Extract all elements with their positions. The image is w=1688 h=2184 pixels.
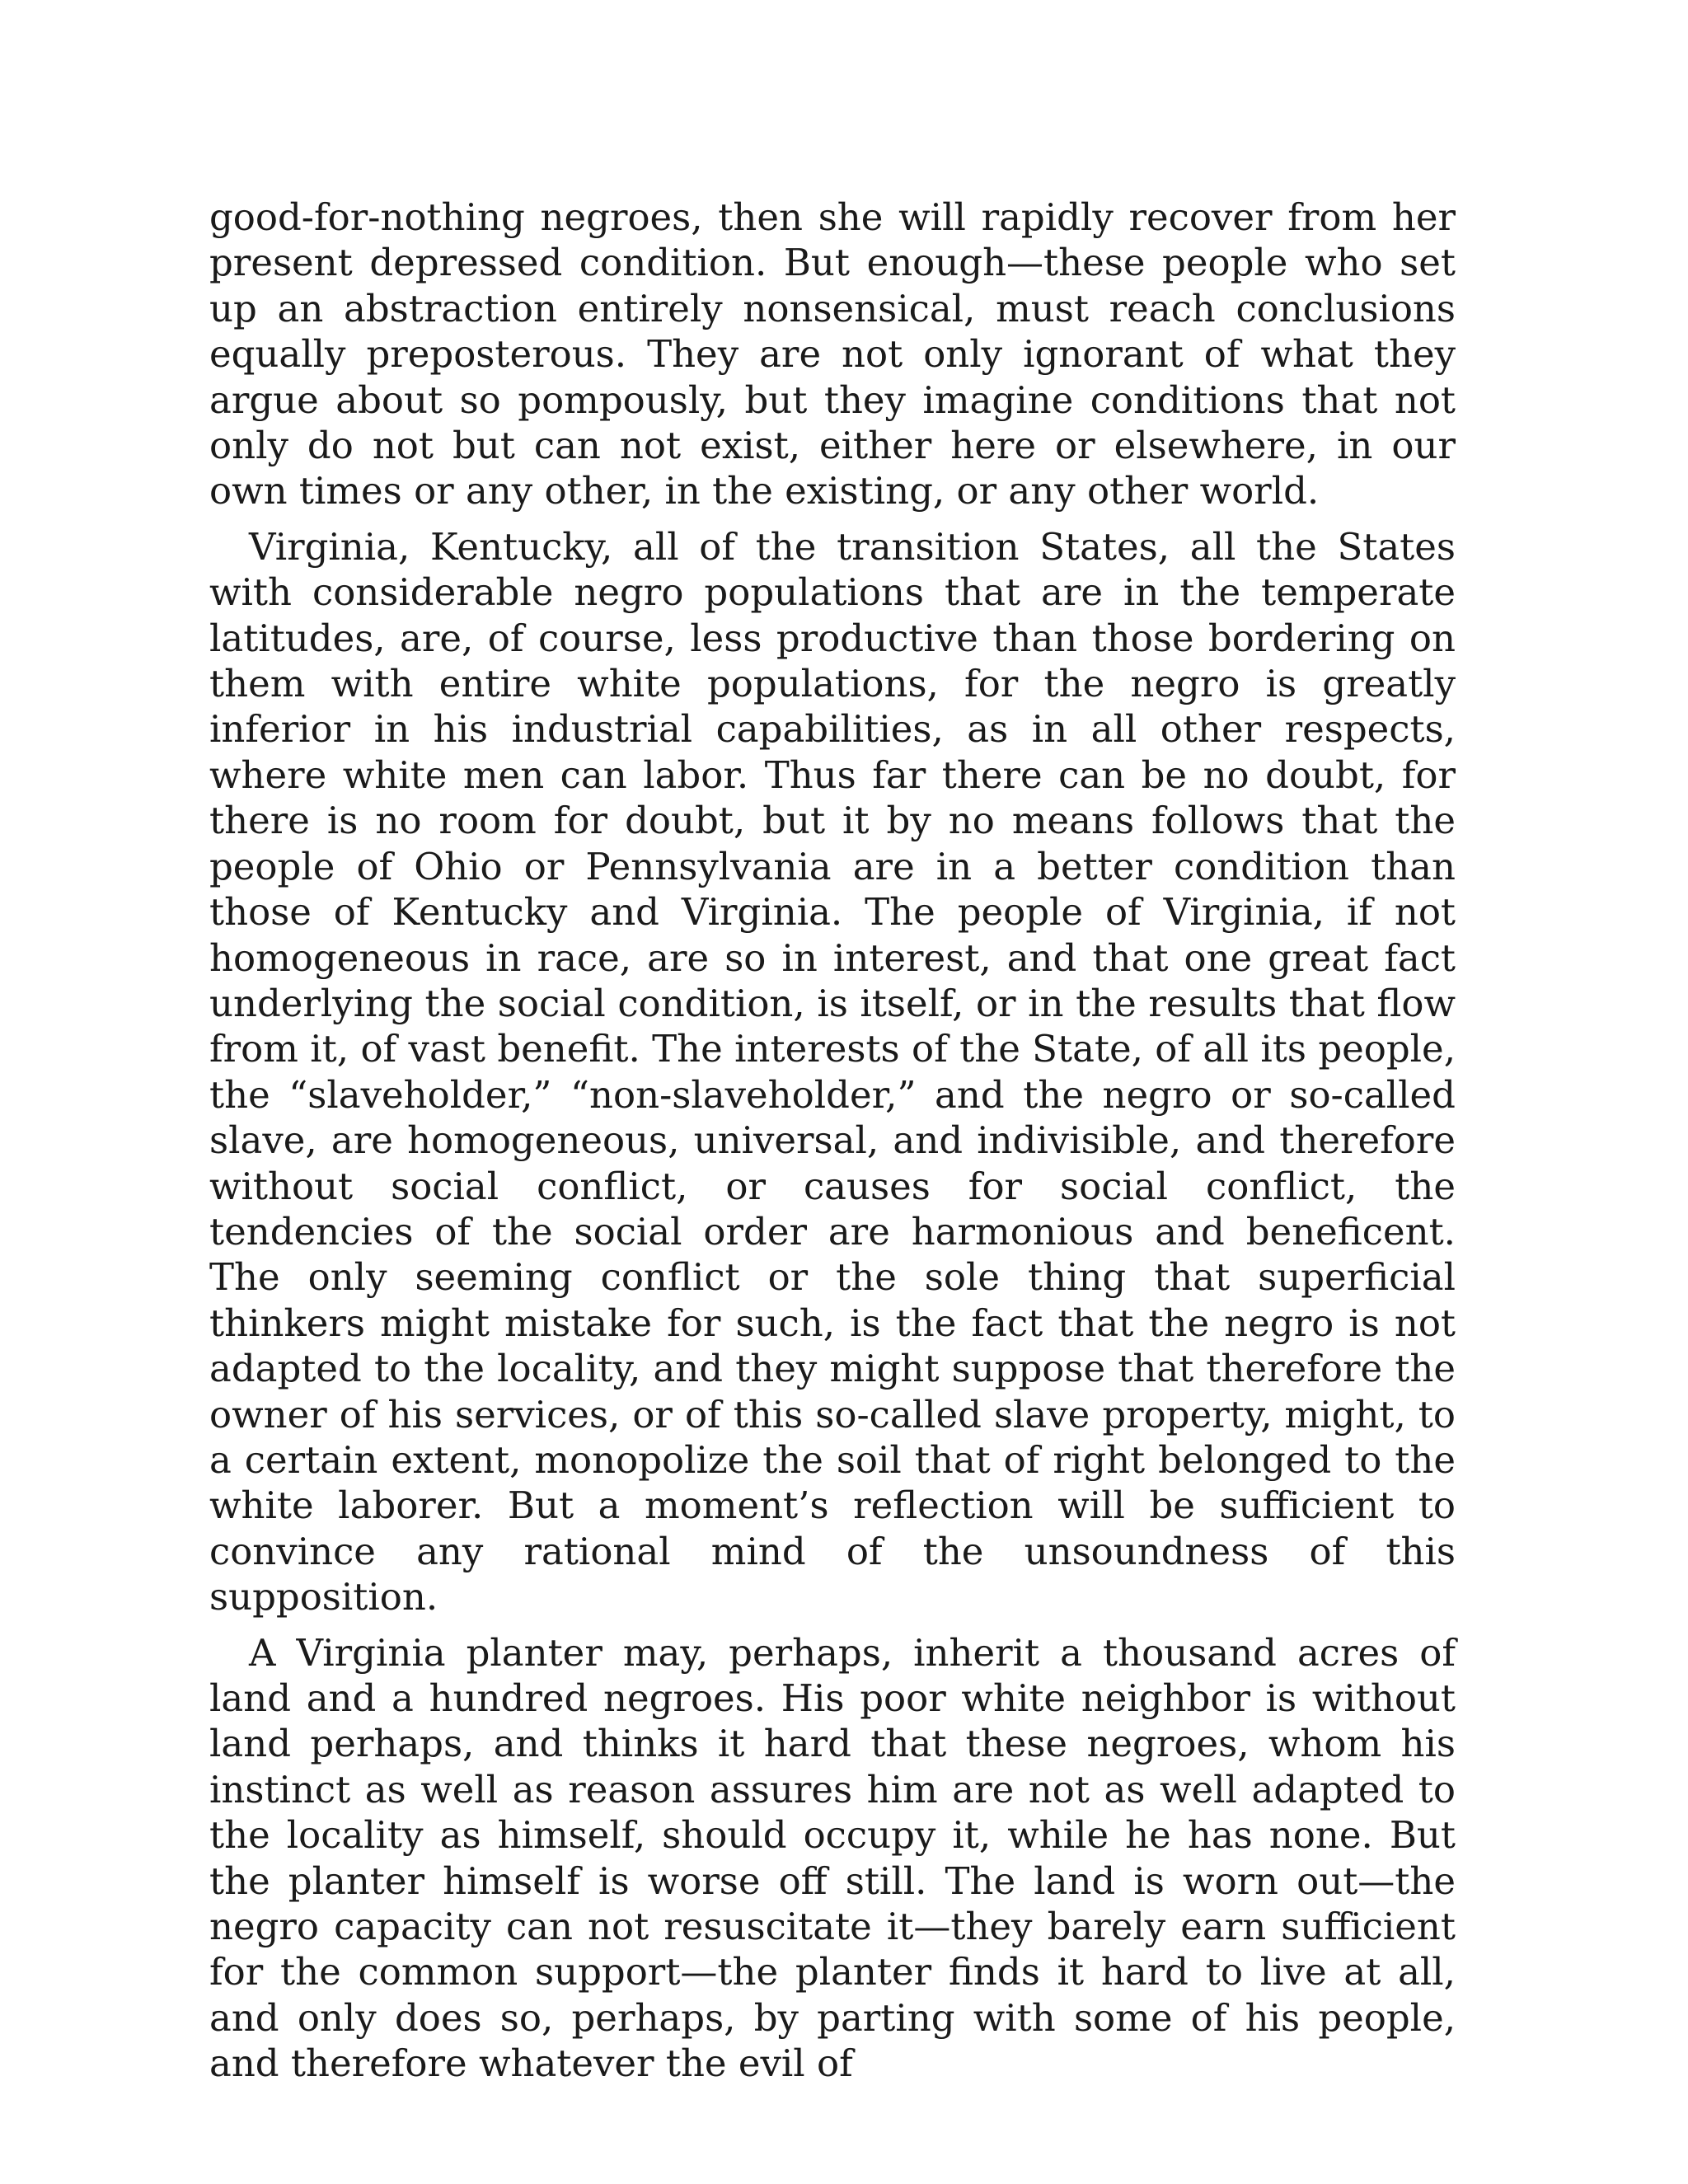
paragraph-3: A Virginia planter may, perhaps, inherit a thousand acres of land and a hundred negroes. His poor white neighbor is without land perhaps, and thinks it hard that these negroes, whom his instinct as well as reason assures him are not as well adapted to the locality as himself, should occupy it, while he has none. But the planter himself is worse off still. The land is worn out—the negro capacity can not resuscitate it—they barely earn sufficient for the common support—the planter finds it hard to live at all, and only does so, perhaps, by parting with some of his people, and therefore whatever the evil of xyxy=(209,1630,1456,2086)
paragraph-2: Virginia, Kentucky, all of the transition States, all the States with considerable negro populations that are in the temperate latitudes, are, of course, less productive than those bordering on them with entire white populations, for the negro is greatly inferior in his industrial capabilities, as in all other respects, where white men can labor. Thus far there can be no doubt, for there is no room for doubt, but it by no means follows that the people of Ohio or Pennsylvania are in a better condition than those of Kentucky and Virginia. The people of Virginia, if not homogeneous in race, are so in interest, and that one great fact underlying the social condition, is itself, or in the results that flow from it, of vast benefit. The interests of the State, of all its people, the “slaveholder,” “non-slaveholder,” and the negro or so-called slave, are homogeneous, universal, and indivisible, and therefore without social conflict, or causes for social conflict, the tendencies of the social order are harmonious and beneficent. The only seeming conflict or the sole thing that superficial thinkers might mistake for such, is the fact that the negro is not adapted to the locality, and they might suppose that therefore the owner of his services, or of this so-called slave property, might, to a certain extent, monopolize the soil that of right belonged to the white laborer. But a moment’s reflection will be sufficient to convince any rational mind of the unsoundness of this supposition. xyxy=(209,524,1456,1619)
paragraph-1: good-for-nothing negroes, then she will rapidly recover from her present depressed condition. But enough—these people who set up an abstraction entirely nonsensical, must reach conclusions equally preposterous. They are not only ignorant of what they argue about so pompously, but they imagine conditions that not only do not but can not exist, either here or elsewhere, in our own times or any other, in the existing, or any other world. xyxy=(209,195,1456,513)
body-text xyxy=(209,194,1456,2087)
